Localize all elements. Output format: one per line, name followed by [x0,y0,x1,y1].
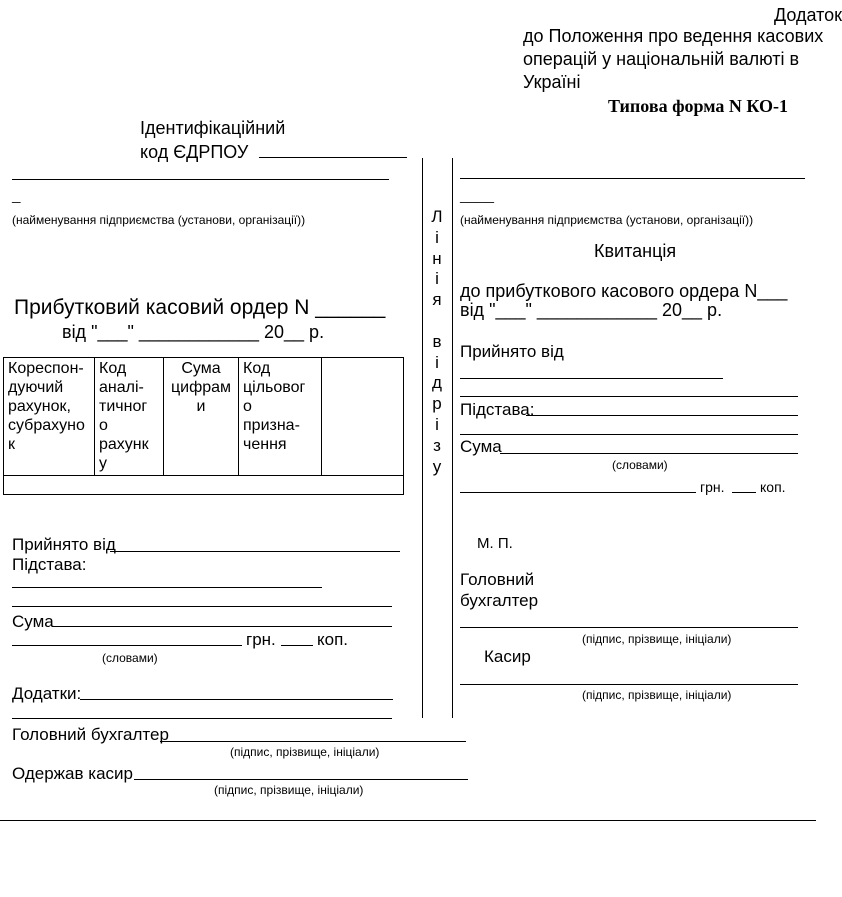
receipt-received-line-2 [460,396,798,397]
attachments-line-2 [12,718,392,719]
annex-line-3: Україні [523,72,581,92]
receipt-sum-line [500,453,798,454]
receipt-basis-line-2 [460,434,798,435]
receipt-cashier: Касир [484,647,531,666]
order-table [3,357,404,495]
received-cashier-label: Одержав касир [12,764,133,783]
org-name-line [12,179,389,180]
in-words-caption: (словами) [102,651,158,665]
order-title: Прибутковий касовий ордер N ______ [14,296,386,319]
receipt-to: до прибуткового касового ордера N___ [460,281,788,301]
receipt-sum-line-2 [460,492,696,493]
chief-signature-caption: (підпис, прізвище, ініціали) [230,745,380,759]
receipt-date: від "___" ____________ 20__ р. [460,300,723,320]
stamp-label: М. П. [477,535,513,552]
basis-line-2 [12,606,392,607]
receipt-basis-label: Підстава: [460,400,535,419]
sum-line [52,626,392,627]
uah-label: грн. [246,630,276,649]
sum-line-2 [12,645,242,646]
receipt-cashier-caption: (підпис, прізвище, ініціали) [582,688,732,702]
received-from-label: Прийнято від [12,535,116,554]
sum-label: Сума [12,612,54,631]
receipt-chief-line [460,627,798,628]
annex-word: Додаток [774,5,842,25]
receipt-title: Квитанція [594,241,677,261]
annex-line-1: до Положення про ведення касових [523,26,824,46]
receipt-cashier-line [460,684,798,685]
header-sum-digits: Сума цифрам и [164,358,239,476]
receipt-received-line-1 [460,378,723,379]
table-row-data [4,476,404,495]
receipt-chief-caption: (підпис, прізвище, ініціали) [582,632,732,646]
receipt-kop: коп. [760,479,786,495]
edrpou-label-1: Ідентифікаційний [140,118,286,138]
receipt-basis-line [526,415,798,416]
receipt-received-from: Прийнято від [460,342,564,361]
kop-line [281,645,313,646]
order-date: від "___" ____________ 20__ р. [62,322,325,342]
kop-label: коп. [317,630,349,649]
tear-line-text: Л і н і я в і д р і з у [431,207,443,476]
edrpou-label-2: код ЄДРПОУ [140,142,249,162]
attachments-label: Додатки: [12,684,82,703]
receipt-kop-line [732,492,756,493]
receipt-chief-1: Головний [460,570,535,589]
basis-line-1 [12,587,322,588]
tear-line-left [422,158,423,718]
form-title: Типова форма N КО-1 [608,96,788,116]
receipt-org-line [460,178,805,179]
edrpou-line [259,157,407,158]
tear-line-right [452,158,453,718]
receipt-org-underscore: ____ [460,186,494,205]
org-underscore: _ [12,186,21,205]
header-analytic-code: Код аналі- тичног о рахунк у [95,358,164,476]
attachments-line [80,699,393,700]
receipt-sum-label: Сума [460,437,502,456]
receipt-org-caption: (найменування підприємства (установи, організації)) [460,213,754,227]
cashier-signature-caption: (підпис, прізвище, ініціали) [214,783,364,797]
org-caption: (найменування підприємства (установи, організації)) [12,213,306,227]
receipt-chief-2: бухгалтер [460,591,539,610]
bottom-rule [0,820,816,821]
chief-accountant-label: Головний бухгалтер [12,725,169,744]
annex-line-2: операцій у національній валюті в [523,49,800,69]
received-from-line [110,551,400,552]
header-blank [322,358,404,476]
basis-label: Підстава: [12,555,87,574]
header-purpose-code: Код цільовог о призна- чення [239,358,322,476]
receipt-in-words: (словами) [612,458,668,472]
received-cashier-line [134,779,468,780]
receipt-uah: грн. [700,479,725,495]
header-corr-account: Кореспон- дуючий рахунок, субрахуно к [4,358,95,476]
chief-accountant-line [160,741,466,742]
